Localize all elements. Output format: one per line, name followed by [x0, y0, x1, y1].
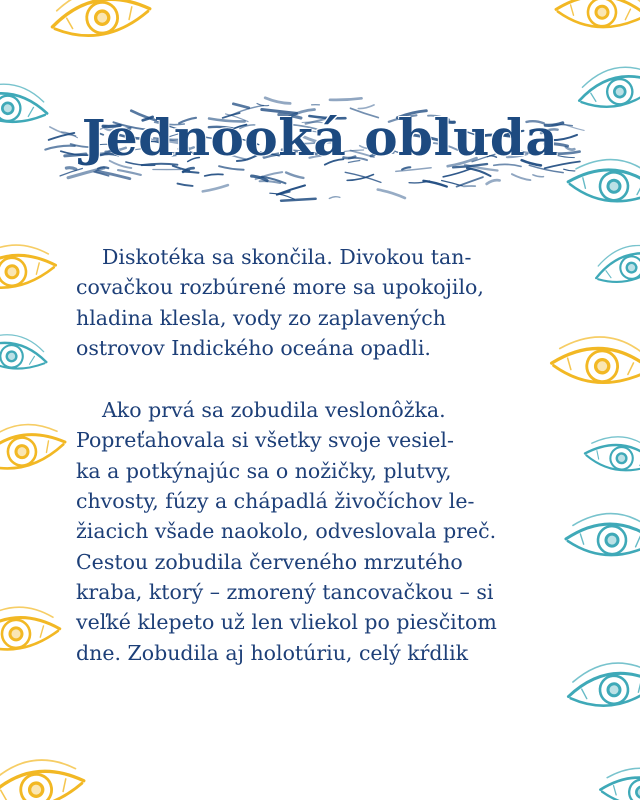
eye-icon	[0, 604, 61, 652]
story-text	[76, 242, 566, 668]
eye-icon	[583, 431, 640, 476]
text-line: Diskotéka sa skončila. Divokou tan-	[102, 245, 472, 269]
text-line: Popreťahovala si všetky svoje vesiel-	[76, 428, 454, 453]
page-title: Jednooká obluda	[81, 108, 559, 167]
text-line: ka a potkýnajúc sa o nožičky, plutvy,	[76, 458, 452, 483]
eye-icon	[0, 328, 50, 376]
text-line: covačkou rozbúrené more sa upokojilo,	[76, 275, 484, 300]
eye-icon	[591, 239, 640, 289]
text-line: Cestou zobudila červeného mrzutého	[76, 549, 463, 574]
text-line: ostrovov Indického oceána opadli.	[76, 335, 431, 360]
text-line: dne. Zobudila aj holotúriu, celý kŕdlik	[76, 640, 469, 665]
paragraph-1	[76, 242, 566, 363]
text-line: kraba, ktorý – zmorený tancovačkou – si	[76, 579, 494, 604]
eye-icon	[0, 241, 57, 292]
eye-icon	[0, 418, 68, 475]
text-line: Ako prvá sa zobudila veslonôžka.	[102, 398, 446, 423]
paragraph-2	[76, 395, 566, 668]
title-banner	[40, 80, 600, 220]
eye-icon	[565, 659, 640, 710]
text-line: veľké klepeto už len vliekol po piesčitom	[76, 610, 497, 635]
eye-icon	[555, 0, 640, 32]
text-line: chvosty, fúzy a chápadlá živočíchov le-	[76, 489, 475, 514]
text-line: žiacich všade naokolo, odveslovala preč.	[76, 519, 497, 544]
eye-icon	[48, 0, 152, 41]
eye-icon	[565, 510, 640, 558]
eye-icon	[599, 764, 640, 800]
text-line: hladina klesla, vody zo zaplavených	[76, 305, 446, 330]
eye-icon	[0, 754, 86, 800]
